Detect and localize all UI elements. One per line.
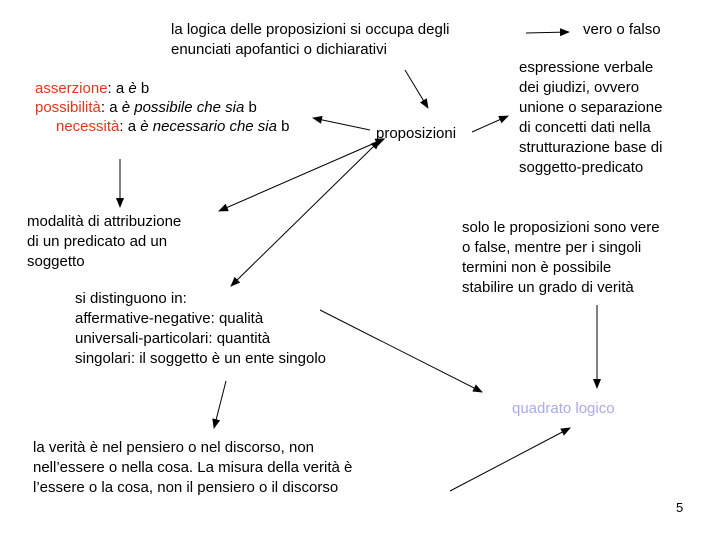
arrow-truth-location-to-square — [450, 428, 570, 491]
possibility-tail: b — [244, 99, 257, 116]
attribution-line1: modalità di attribuzione — [27, 213, 182, 230]
assertion-sep: : a — [107, 80, 129, 97]
distinctions-line3: universali-particolari: quantità — [75, 330, 271, 347]
assertion-term: asserzione — [35, 80, 108, 97]
arrow-propositions-attribution — [219, 142, 377, 211]
propositions-node: proposizioni — [376, 125, 457, 142]
assertion-expr: è — [128, 80, 137, 97]
verbal-expression-line: strutturazione base di — [519, 139, 663, 156]
verbal-expression-block — [519, 58, 705, 178]
assertion-tail: b — [136, 80, 150, 97]
arrow-to-modalities — [313, 118, 370, 130]
verbal-expression-line: soggetto-predicato — [519, 159, 644, 176]
truth-only-line4: stabilire un grado di verità — [462, 279, 634, 296]
truth-location-line1: la verità è nel pensiero o nel discorso, non — [33, 439, 315, 456]
top-statement — [171, 20, 450, 60]
distinctions-line2: affermative-negative: qualità — [75, 310, 264, 327]
arrow-to-truth-value — [526, 32, 569, 33]
arrow-statement-to-propositions — [405, 70, 428, 108]
top-statement-line2: enunciati apofantici o dichiarativi — [171, 41, 387, 58]
arrow-distinctions-to-square — [320, 310, 482, 392]
possibility-term: possibilità — [35, 99, 101, 116]
verbal-expression-line: dei giudizi, ovvero — [519, 79, 640, 96]
modality-possibility — [35, 98, 257, 118]
top-statement-line1: la logica delle proposizioni si occupa degli — [171, 21, 450, 38]
truth-only-line3: termini non è possibile — [462, 259, 612, 276]
verbal-expression-line: espressione verbale — [519, 59, 654, 76]
attribution-line3: soggetto — [27, 253, 85, 270]
distinctions-line1: si distinguono in: — [75, 290, 187, 307]
truth-only-block — [462, 218, 660, 298]
necessity-sep: : a — [119, 118, 141, 135]
arrow-to-verbal-expression — [472, 116, 508, 132]
necessity-term: necessità — [56, 118, 120, 135]
truth-location-line3: l’essere o la cosa, non il pensiero o il discorso — [33, 479, 339, 496]
truth-value-label: vero o falso — [583, 21, 661, 38]
verbal-expression-line: di concetti dati nella — [519, 119, 651, 136]
arrow-propositions-distinctions — [231, 146, 374, 286]
possibility-expr: è possibile che sia — [121, 99, 245, 116]
square-of-opposition-label: quadrato logico — [512, 400, 615, 417]
modality-necessity — [56, 117, 290, 137]
distinctions-line4: singolari: il soggetto è un ente singolo — [75, 350, 327, 367]
arrow-to-truth-location — [214, 381, 226, 428]
verbal-expression-line: unione o separazione — [519, 99, 663, 116]
page-number: 5 — [676, 500, 684, 515]
attribution-block — [27, 212, 181, 272]
attribution-line2: di un predicato ad un — [27, 233, 168, 250]
truth-only-line1: solo le proposizioni sono vere — [462, 219, 660, 236]
truth-location-line2: nell’essere o nella cosa. La misura della verità è — [33, 459, 353, 476]
necessity-expr: è necessario che sia — [140, 118, 277, 135]
possibility-sep: : a — [100, 99, 122, 116]
modality-assertion — [35, 79, 149, 99]
necessity-tail: b — [276, 118, 290, 135]
truth-location-block — [33, 438, 352, 498]
distinctions-block — [75, 289, 326, 369]
truth-only-line2: o false, mentre per i singoli — [462, 239, 642, 256]
